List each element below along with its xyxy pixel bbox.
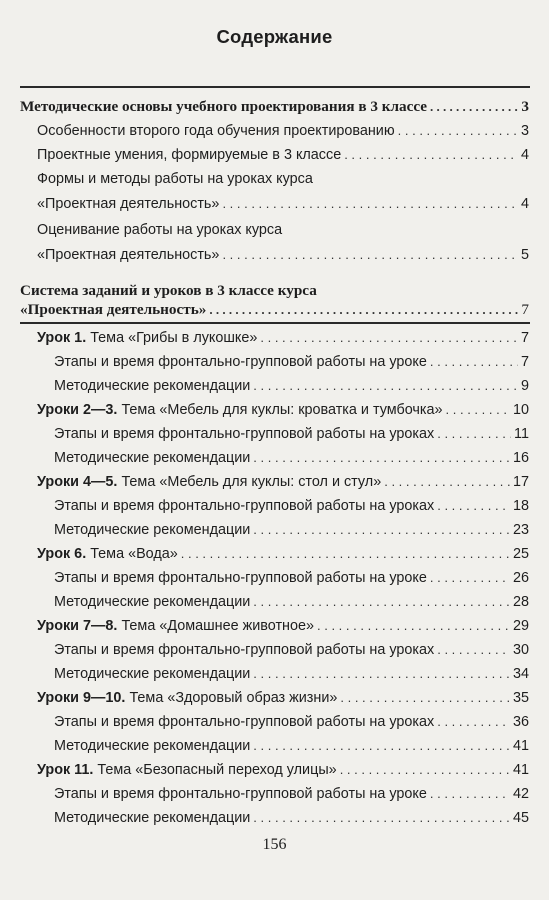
leader-dots xyxy=(437,641,510,659)
lesson-topic: Тема «Грибы в лукошке» xyxy=(90,330,258,346)
page-ref: 3 xyxy=(520,123,529,139)
page-ref: 35 xyxy=(512,690,529,706)
leader-dots xyxy=(430,569,510,587)
toc-lesson xyxy=(37,329,529,347)
lesson-topic: Тема «Домашнее животное» xyxy=(121,618,315,634)
leader-dots xyxy=(384,473,510,491)
toc-item xyxy=(54,809,529,827)
leader-dots xyxy=(253,665,510,683)
page-ref: 7 xyxy=(521,301,529,318)
page-ref: 41 xyxy=(512,738,529,754)
leader-dots xyxy=(437,425,511,443)
lesson-heading xyxy=(37,689,337,707)
top-rule xyxy=(20,86,530,88)
page-ref: 29 xyxy=(512,618,529,634)
item-label: Этапы и время фронтально-групповой работы на уроках xyxy=(54,498,435,514)
page-ref: 4 xyxy=(520,196,529,212)
toc-item xyxy=(54,593,529,611)
leader-dots xyxy=(430,785,510,803)
item-label: Методические рекомендации xyxy=(54,738,251,754)
leader-dots xyxy=(344,146,518,164)
toc-lesson xyxy=(37,761,529,779)
item-label: Методические рекомендации xyxy=(54,594,251,610)
leader-dots xyxy=(253,377,518,395)
page-ref: 11 xyxy=(514,426,529,442)
leader-dots xyxy=(340,689,510,707)
item-label: Этапы и время фронтально-групповой работы на уроках xyxy=(54,642,435,658)
toc-item xyxy=(54,497,529,515)
lesson-topic: Тема «Мебель для куклы: кроватка и тумбочка» xyxy=(121,402,443,418)
toc-section-lessons xyxy=(20,301,529,319)
page-ref: 5 xyxy=(520,247,529,263)
lesson-heading xyxy=(37,761,337,779)
toc-item xyxy=(54,449,529,467)
page-ref: 3 xyxy=(521,98,529,115)
item-label: «Проектная деятельность» xyxy=(37,196,220,212)
leader-dots xyxy=(437,497,510,515)
toc-item xyxy=(54,713,529,731)
lesson-heading xyxy=(37,401,443,419)
page-ref: 36 xyxy=(512,714,529,730)
item-label: Проектные умения, формируемые в 3 классе xyxy=(37,147,342,163)
item-label: Методические рекомендации xyxy=(54,810,251,826)
leader-dots xyxy=(253,809,510,827)
toc-lesson xyxy=(37,617,529,635)
lesson-heading xyxy=(37,617,314,635)
page-ref: 28 xyxy=(512,594,529,610)
toc-item xyxy=(54,521,529,539)
page-ref: 42 xyxy=(512,786,529,802)
toc-item xyxy=(37,146,529,164)
page-ref: 45 xyxy=(512,810,529,826)
page-ref: 9 xyxy=(520,378,529,394)
page-title: Содержание xyxy=(216,26,333,47)
item-label: Этапы и время фронтально-групповой работы на уроке xyxy=(54,786,427,802)
lesson-number: Уроки 2—3. xyxy=(37,402,118,418)
toc-lesson xyxy=(37,689,529,707)
lesson-topic: Тема «Вода» xyxy=(90,546,178,562)
page-ref: 25 xyxy=(512,546,529,562)
item-label: Методические рекомендации xyxy=(54,450,251,466)
item-label-line1: Формы и методы работы на уроках курса xyxy=(37,171,313,187)
page-number: 156 xyxy=(262,836,287,853)
toc-lesson xyxy=(37,401,529,419)
lesson-topic: Тема «Мебель для куклы: стол и стул» xyxy=(121,474,382,490)
toc-item xyxy=(37,122,529,140)
toc-lesson xyxy=(37,473,529,491)
lesson-heading xyxy=(37,473,381,491)
page-ref: 41 xyxy=(512,762,529,778)
page-ref: 17 xyxy=(512,474,529,490)
leader-dots xyxy=(398,122,518,140)
item-label: «Проектная деятельность» xyxy=(37,247,220,263)
toc-item xyxy=(54,785,529,803)
leader-dots xyxy=(317,617,510,635)
item-label: Этапы и время фронтально-групповой работы на уроке xyxy=(54,570,427,586)
section-heading: Методические основы учебного проектирования в 3 классе xyxy=(20,98,428,115)
leader-dots xyxy=(430,98,518,116)
toc-item xyxy=(54,353,529,371)
lesson-heading xyxy=(37,329,257,347)
lesson-number: Уроки 7—8. xyxy=(37,618,118,634)
leader-dots xyxy=(209,301,518,319)
toc-item xyxy=(54,665,529,683)
leader-dots xyxy=(430,353,518,371)
page-ref: 34 xyxy=(512,666,529,682)
lesson-number: Урок 1. xyxy=(37,330,87,346)
lesson-topic: Тема «Безопасный переход улицы» xyxy=(97,762,337,778)
toc-item xyxy=(54,425,529,443)
item-label: Методические рекомендации xyxy=(54,522,251,538)
page-ref: 26 xyxy=(512,570,529,586)
item-label: Методические рекомендации xyxy=(54,666,251,682)
page-ref: 23 xyxy=(512,522,529,538)
page-ref: 4 xyxy=(520,147,529,163)
leader-dots xyxy=(253,521,510,539)
toc-item xyxy=(54,569,529,587)
lesson-number: Урок 11. xyxy=(37,762,94,778)
leader-dots xyxy=(222,195,518,213)
item-label: Этапы и время фронтально-групповой работы на уроках xyxy=(54,426,435,442)
lesson-number: Уроки 9—10. xyxy=(37,690,126,706)
section-rule xyxy=(20,322,530,324)
section-heading: «Проектная деятельность» xyxy=(20,301,207,318)
leader-dots xyxy=(446,401,510,419)
lesson-number: Уроки 4—5. xyxy=(37,474,118,490)
lesson-heading xyxy=(37,545,178,563)
page-ref: 10 xyxy=(512,402,529,418)
item-label: Методические рекомендации xyxy=(54,378,251,394)
toc-section-methodology xyxy=(20,98,529,116)
toc-lesson xyxy=(37,545,529,563)
toc-item xyxy=(37,246,529,264)
leader-dots xyxy=(340,761,510,779)
lesson-topic: Тема «Здоровый образ жизни» xyxy=(129,690,338,706)
page-ref: 16 xyxy=(512,450,529,466)
toc-item xyxy=(37,195,529,213)
item-label: Особенности второго года обучения проектированию xyxy=(37,123,395,139)
leader-dots xyxy=(437,713,510,731)
page-ref: 7 xyxy=(520,354,529,370)
toc-item xyxy=(54,737,529,755)
section-heading-line1: Система заданий и уроков в 3 классе курса xyxy=(20,282,317,299)
page-ref: 18 xyxy=(512,498,529,514)
leader-dots xyxy=(253,593,510,611)
leader-dots xyxy=(253,737,510,755)
toc-item xyxy=(54,377,529,395)
page-ref: 30 xyxy=(512,642,529,658)
toc-item xyxy=(54,641,529,659)
leader-dots xyxy=(253,449,510,467)
item-label: Этапы и время фронтально-групповой работы на уроке xyxy=(54,354,427,370)
item-label: Этапы и время фронтально-групповой работы на уроках xyxy=(54,714,435,730)
leader-dots xyxy=(260,329,518,347)
page-ref: 7 xyxy=(520,330,529,346)
lesson-number: Урок 6. xyxy=(37,546,87,562)
leader-dots xyxy=(181,545,510,563)
item-label-line1: Оценивание работы на уроках курса xyxy=(37,222,283,238)
leader-dots xyxy=(222,246,518,264)
